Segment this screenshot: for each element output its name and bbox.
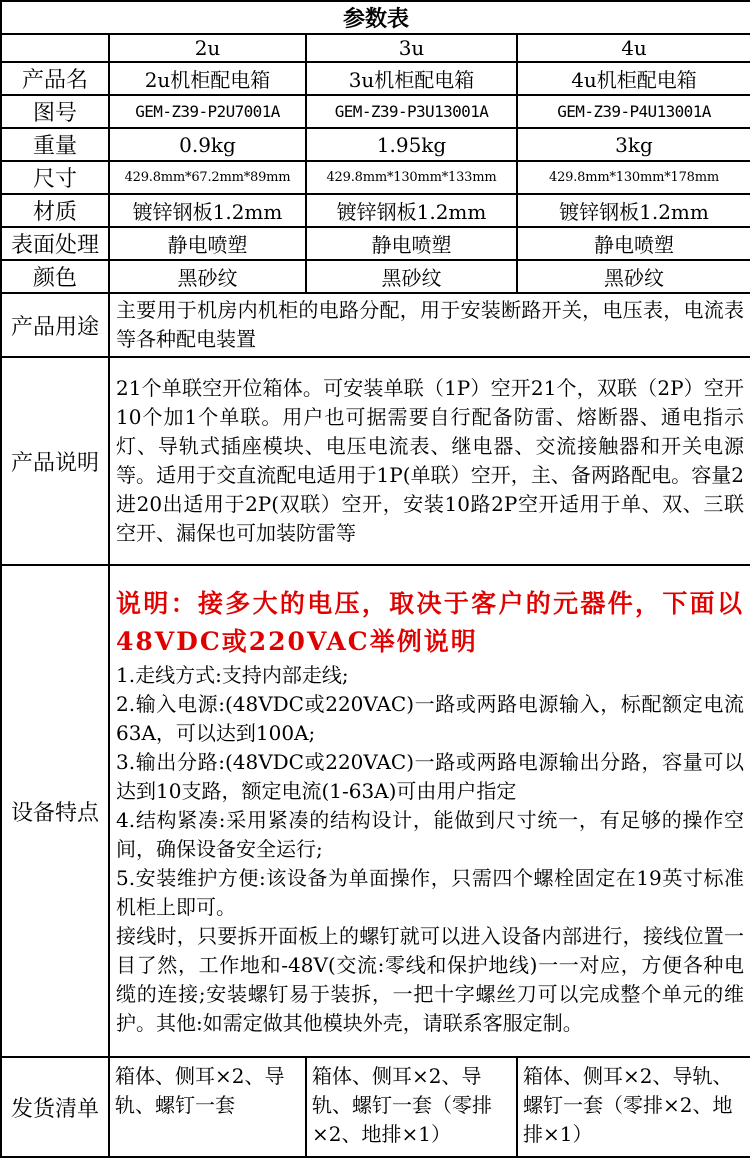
value-product-name-2u: 2u机柜配电箱 [109, 62, 306, 95]
value-product-name-4u: 4u机柜配电箱 [517, 62, 750, 95]
value-dimensions-3u: 429.8mm*130mm*133mm [306, 161, 517, 194]
shipping-2u: 箱体、侧耳×2、导轨、螺钉一套 [109, 1057, 306, 1157]
header-3u: 3u [306, 34, 517, 62]
feature-item-input-power: 2.输入电源:(48VDC或220VAC)一路或两路电源输入，标配额定电流63A，可以达到100A; [116, 691, 745, 745]
header-2u: 2u [109, 34, 306, 62]
value-weight-4u: 3kg [517, 128, 750, 161]
row-description [1, 357, 750, 565]
value-weight-2u: 0.9kg [109, 128, 306, 161]
value-drawing-number-3u: GEM-Z39-P3U13001A [306, 95, 517, 128]
value-dimensions-2u: 429.8mm*67.2mm*89mm [109, 161, 306, 194]
header-row [1, 34, 750, 62]
row-color [1, 260, 750, 293]
label-usage: 产品用途 [1, 293, 109, 357]
description-text: 21个单联空开位箱体。可安装单联（1P）空开21个，双联（2P）空开10个加1个单联。用户也可据需要自行配备防雷、熔断器、通电指示灯、导轨式插座模块、电压电流表、继电器、交流接触器和开关电源等。适用于交直流配电适用于1P(单联）空开，主、备两路配电。容量2进20出适用于2P(双联）空开，安装10路2P空开适用于单、双、三联空开、漏保也可加装防雷等 [109, 357, 750, 565]
row-material [1, 194, 750, 227]
value-color-4u: 黑砂纹 [517, 260, 750, 293]
value-weight-3u: 1.95kg [306, 128, 517, 161]
label-product-name: 产品名 [1, 62, 109, 95]
label-shipping-list: 发货清单 [1, 1057, 109, 1157]
row-product-name [1, 62, 750, 95]
label-material: 材质 [1, 194, 109, 227]
header-corner-cell [1, 34, 109, 62]
table-title: 参数表 [1, 1, 750, 34]
feature-item-installation: 5.安装维护方便:该设备为单面操作，只需四个螺栓固定在19英寸标准机柜上即可。 [116, 865, 745, 919]
value-dimensions-4u: 429.8mm*130mm*178mm [517, 161, 750, 194]
header-4u: 4u [517, 34, 750, 62]
label-weight: 重量 [1, 128, 109, 161]
row-surface-treatment [1, 227, 750, 260]
row-weight [1, 128, 750, 161]
title-row [1, 1, 750, 34]
features-lead-note: 说明：接多大的电压，取决于客户的元器件，下面以48VDC或220VAC举例说明 [116, 588, 745, 656]
label-drawing-number: 图号 [1, 95, 109, 128]
value-surface-treatment-3u: 静电喷塑 [306, 227, 517, 260]
label-description: 产品说明 [1, 357, 109, 565]
usage-text: 主要用于机房内机柜的电路分配，用于安装断路开关，电压表，电流表等各种配电装置 [109, 293, 750, 357]
row-dimensions [1, 161, 750, 194]
label-surface-treatment: 表面处理 [1, 227, 109, 260]
feature-item-wiring: 1.走线方式:支持内部走线; [116, 662, 349, 687]
value-material-3u: 镀锌钢板1.2mm [306, 194, 517, 227]
label-color: 颜色 [1, 260, 109, 293]
value-drawing-number-4u: GEM-Z39-P4U13001A [517, 95, 750, 128]
row-usage [1, 293, 750, 357]
label-dimensions: 尺寸 [1, 161, 109, 194]
features-cell [109, 565, 750, 1057]
value-surface-treatment-2u: 静电喷塑 [109, 227, 306, 260]
value-material-2u: 镀锌钢板1.2mm [109, 194, 306, 227]
value-product-name-3u: 3u机柜配电箱 [306, 62, 517, 95]
row-features [1, 565, 750, 1057]
feature-item-wiring-notes: 接线时，只要拆开面板上的螺钉就可以进入设备内部进行，接线位置一目了然，工作地和-48V(交流:零线和保护地线)一一对应，方便各种电缆的连接;安装螺钉易于装拆，一把十字螺丝刀可以完成整个单元的维护。其他:如需定做其他模块外壳，请联系客服定制。 [116, 923, 745, 1035]
shipping-3u: 箱体、侧耳×2、导轨、螺钉一套（零排×2、地排×1） [306, 1057, 517, 1157]
value-drawing-number-2u: GEM-Z39-P2U7001A [109, 95, 306, 128]
feature-item-output-branches: 3.输出分路:(48VDC或220VAC)一路或两路电源输出分路，容量可以达到10支路，额定电流(1-63A)可由用户指定 [116, 749, 745, 803]
value-color-3u: 黑砂纹 [306, 260, 517, 293]
row-shipping-list [1, 1057, 750, 1157]
shipping-4u: 箱体、侧耳×2、导轨、螺钉一套（零排×2、地排×1） [517, 1057, 750, 1157]
feature-item-compact-structure: 4.结构紧凑:采用紧凑的结构设计，能做到尺寸统一，有足够的操作空间，确保设备安全运行; [116, 807, 745, 861]
label-features: 设备特点 [1, 565, 109, 1057]
value-material-4u: 镀锌钢板1.2mm [517, 194, 750, 227]
row-drawing-number [1, 95, 750, 128]
value-color-2u: 黑砂纹 [109, 260, 306, 293]
value-surface-treatment-4u: 静电喷塑 [517, 227, 750, 260]
